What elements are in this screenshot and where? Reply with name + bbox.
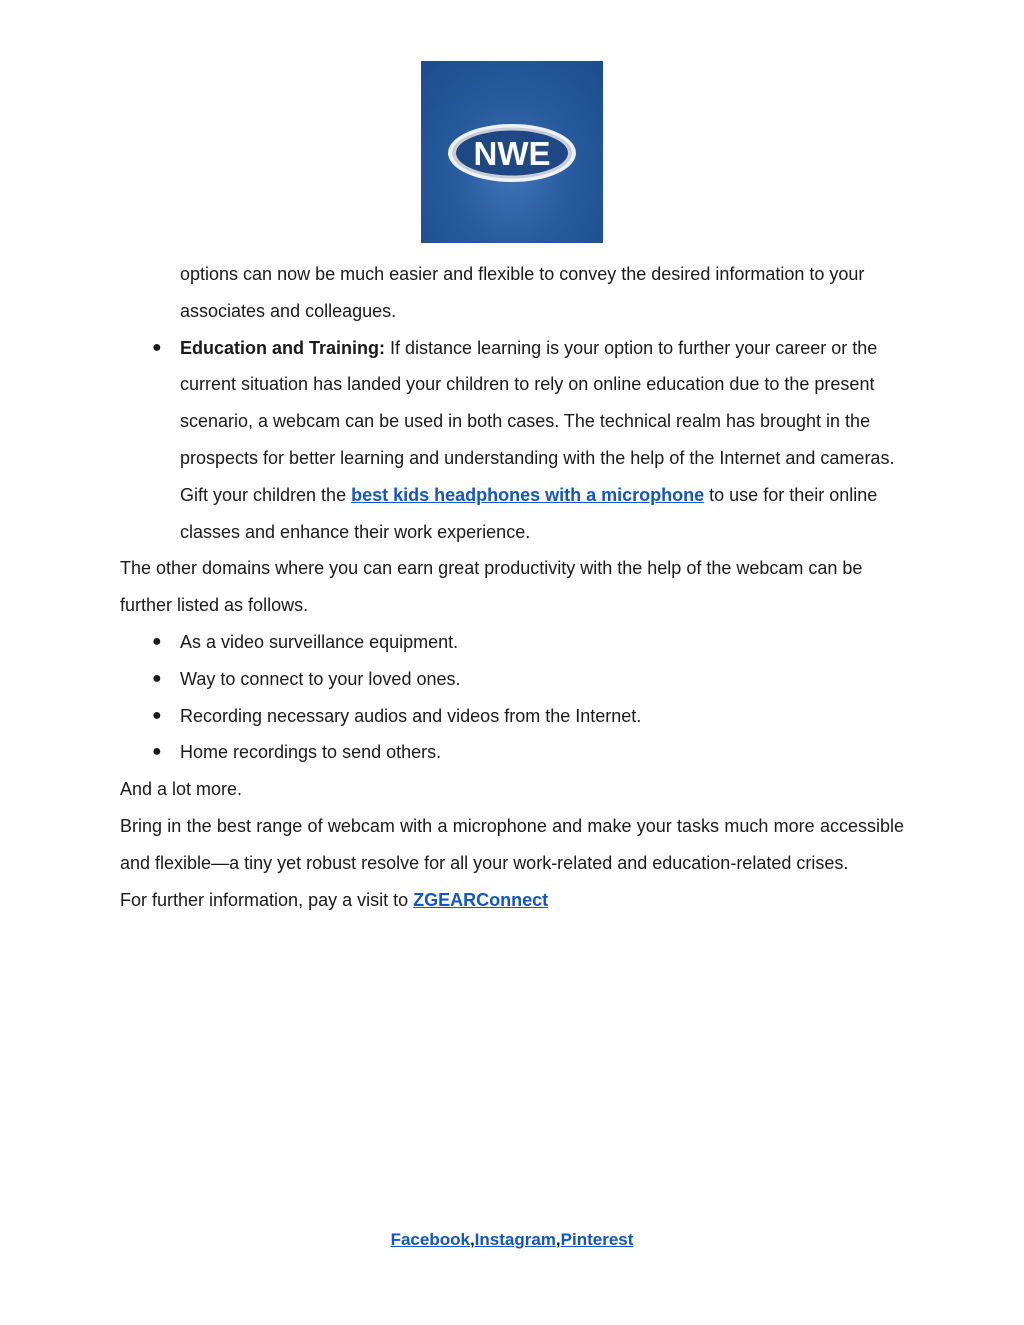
other-domains-intro: The other domains where you can earn great productivity with the help of the webcam can be further listed as follows.	[120, 558, 863, 616]
intro-line-1: options can now be much easier and flexible to convey the desired information to your	[180, 264, 865, 284]
bullet-icon: ●	[152, 743, 162, 761]
nwe-oval-logo-icon	[421, 61, 603, 243]
closing-paragraph: Bring in the best range of webcam with a microphone and make your tasks much more accessible and flexible—a tiny yet robust resolve for all your work-related and education-related crises.	[120, 815, 904, 873]
facebook-link[interactable]: Facebook	[390, 1230, 470, 1249]
document-body	[120, 256, 904, 918]
education-list	[120, 330, 904, 551]
footer-separator: ,	[555, 1230, 561, 1249]
list-item	[120, 661, 904, 698]
education-heading: Education and Training:	[180, 337, 386, 358]
kids-headphones-link[interactable]: best kids headphones with a microphone	[351, 484, 705, 505]
bullet-icon: ●	[152, 632, 162, 650]
list-item-text: Recording necessary audios and videos from the Internet.	[180, 705, 642, 726]
social-links-footer	[0, 1226, 1024, 1254]
nwe-logo	[421, 61, 603, 243]
bullet-icon: ●	[152, 706, 162, 724]
list-item	[120, 330, 904, 551]
list-item-text: As a video surveillance equipment.	[180, 631, 459, 652]
list-item	[120, 734, 904, 771]
and-more-text: And a lot more.	[120, 779, 243, 800]
bullet-icon: ●	[152, 338, 162, 356]
instagram-link[interactable]: Instagram	[474, 1230, 556, 1249]
logo-text: NWE	[473, 135, 551, 172]
further-info	[120, 882, 904, 919]
list-item-text: Way to connect to your loved ones.	[180, 668, 461, 689]
education-text-after: to use for their online classes and enhance their work experience.	[180, 484, 878, 542]
education-text: If distance learning is your option to further your career or the current situation has landed your children to rely on online education due to the present scenario, a webcam can be used in both cases. The technical realm has brought in the prospects for better learning and understanding with the help of the Internet and cameras. Gift your children the	[180, 337, 895, 505]
bullet-icon: ●	[152, 669, 162, 687]
further-info-text: For further information, pay a visit to	[120, 889, 414, 910]
intro-line-2: associates and colleagues.	[180, 300, 397, 321]
list-item	[120, 698, 904, 735]
zgearconnect-link[interactable]: ZGEARConnect	[413, 889, 549, 910]
other-domains-list	[120, 624, 904, 771]
pinterest-link[interactable]: Pinterest	[560, 1230, 634, 1249]
list-item	[120, 624, 904, 661]
footer-separator: ,	[469, 1230, 475, 1249]
list-item-text: Home recordings to send others.	[180, 742, 442, 763]
intro-continuation	[120, 256, 904, 330]
